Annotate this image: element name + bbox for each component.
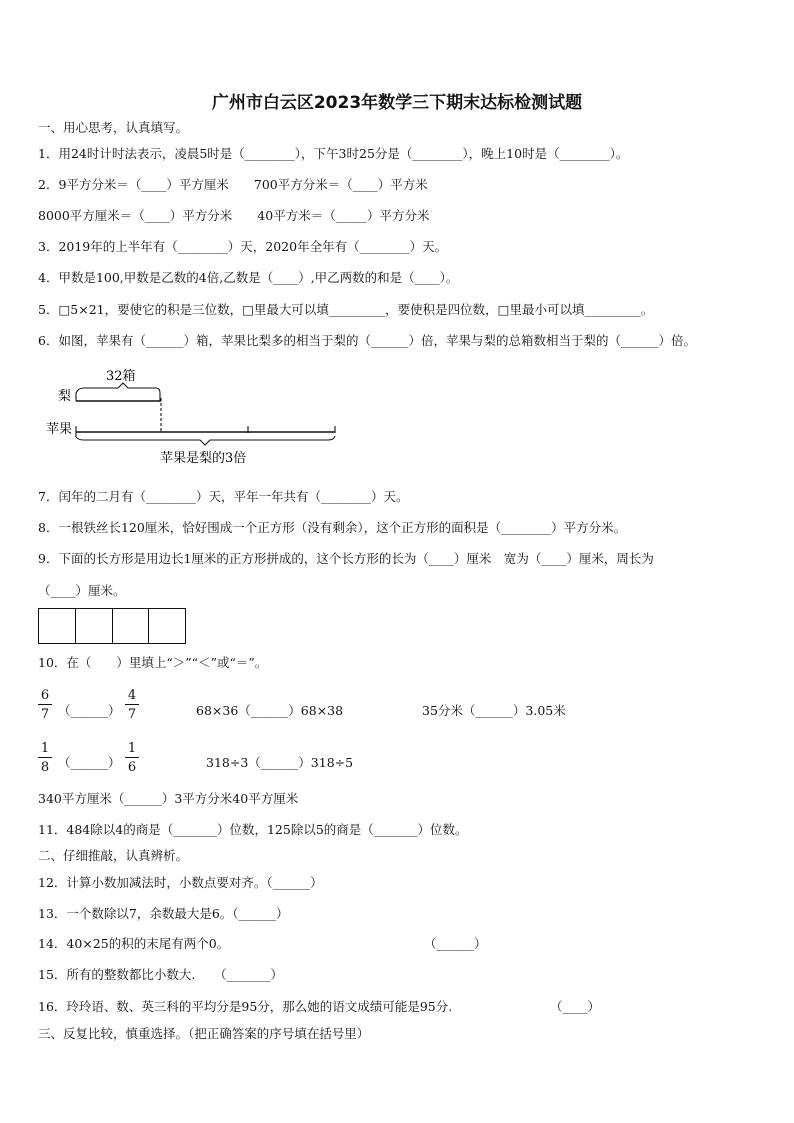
question-14-blank: （______） <box>424 936 487 951</box>
question-3: 3．2019年的上半年有（________）天，2020年全年有（________）天。 <box>38 239 448 254</box>
question-10: 10．在（ ）里填上“＞”“＜”或“＝”。 <box>38 655 268 670</box>
fraction-4-7: $\frac{4}{7}$ <box>125 688 139 722</box>
question-13: 13．一个数除以7，余数最大是6。（______） <box>38 906 289 921</box>
fraction-1-8: $\frac{1}{8}$ <box>38 741 52 775</box>
fraction-1-6: $\frac{1}{6}$ <box>125 741 139 775</box>
box-label: 32箱 <box>106 369 136 384</box>
question-16: 16．玲玲语、数、英三科的平均分是95分，那么她的语文成绩可能是95分. <box>38 999 453 1014</box>
grid-cell <box>39 609 76 643</box>
question-14: 14．40×25的积的末尾有两个0。 <box>38 936 230 951</box>
question-4: 4．甲数是100,甲数是乙数的4倍,乙数是（____）,甲乙两数的和是（____）。 <box>38 270 459 285</box>
question-15: 15．所有的整数都比小数大. （_______） <box>38 967 283 982</box>
question-5: 5．□5×21，要使它的积是三位数，□里最大可以填_________，要使积是四位数，□里最小可以填_________。 <box>38 302 654 317</box>
compare-blank: （______） <box>58 703 121 718</box>
question-12: 12．计算小数加减法时，小数点要对齐。（______） <box>38 875 323 890</box>
question-2-line-1: 2．9平方分米＝（____）平方厘米 700平方分米＝（____）平方米 <box>38 177 428 192</box>
question-6: 6．如图，苹果有（______）箱，苹果比梨多的相当于梨的（______）倍，苹果与梨的总箱数相当于梨的（______）倍。 <box>38 333 696 348</box>
question-9-line-1: 9．下面的长方形是用边长1厘米的正方形拼成的，这个长方形的长为（____）厘米 宽为（____）厘米，周长为 <box>38 551 654 566</box>
apple-label: 苹果 <box>46 422 73 437</box>
section-heading-1: 一、用心思考，认真填写。 <box>38 120 189 135</box>
section-heading-3: 三、反复比较，慎重选择。（把正确答案的序号填在括号里） <box>38 1026 370 1041</box>
question-1: 1．用24时计时法表示，凌晨5时是（________），下午3时25分是（________），晚上10时是（________）。 <box>38 146 629 161</box>
question-16-blank: （____） <box>550 999 601 1014</box>
grid-cell <box>113 609 150 643</box>
question-2-line-2: 8000平方厘米＝（____）平方分米 40平方米＝（_____）平方分米 <box>38 208 430 223</box>
question-11: 11．484除以4的商是（_______）位数，125除以5的商是（_______）位数。 <box>38 822 468 837</box>
question-8: 8．一根铁丝长120厘米，恰好围成一个正方形（没有剩余），这个正方形的面积是（________）平方分米。 <box>38 520 627 535</box>
comparison-division: 318÷3（______）318÷5 <box>206 755 354 770</box>
question-7: 7．闰年的二月有（________）天，平年一年共有（________）天。 <box>38 489 409 504</box>
comparison-area: 340平方厘米（______）3平方分米40平方厘米 <box>38 791 299 806</box>
grid-cell <box>149 609 185 643</box>
pear-label: 梨 <box>58 389 72 404</box>
top-brace <box>76 383 160 401</box>
rectangle-grid <box>38 608 186 644</box>
section-heading-2: 二、仔细推敲，认真辨析。 <box>38 848 189 863</box>
comparison-length: 35分米（______）3.05米 <box>422 703 566 718</box>
grid-cell <box>76 609 113 643</box>
compare-blank: （______） <box>58 755 121 770</box>
segment-diagram <box>38 360 348 472</box>
bottom-brace <box>76 433 335 445</box>
question-9-line-2: （____）厘米。 <box>38 583 126 598</box>
comparison-multiplication: 68×36（______）68×38 <box>196 703 344 718</box>
page-title: 广州市白云区2023年数学三下期末达标检测试题 <box>211 93 583 113</box>
fraction-6-7: $\frac{6}{7}$ <box>38 688 52 722</box>
diagram-caption: 苹果是梨的3倍 <box>160 451 247 466</box>
